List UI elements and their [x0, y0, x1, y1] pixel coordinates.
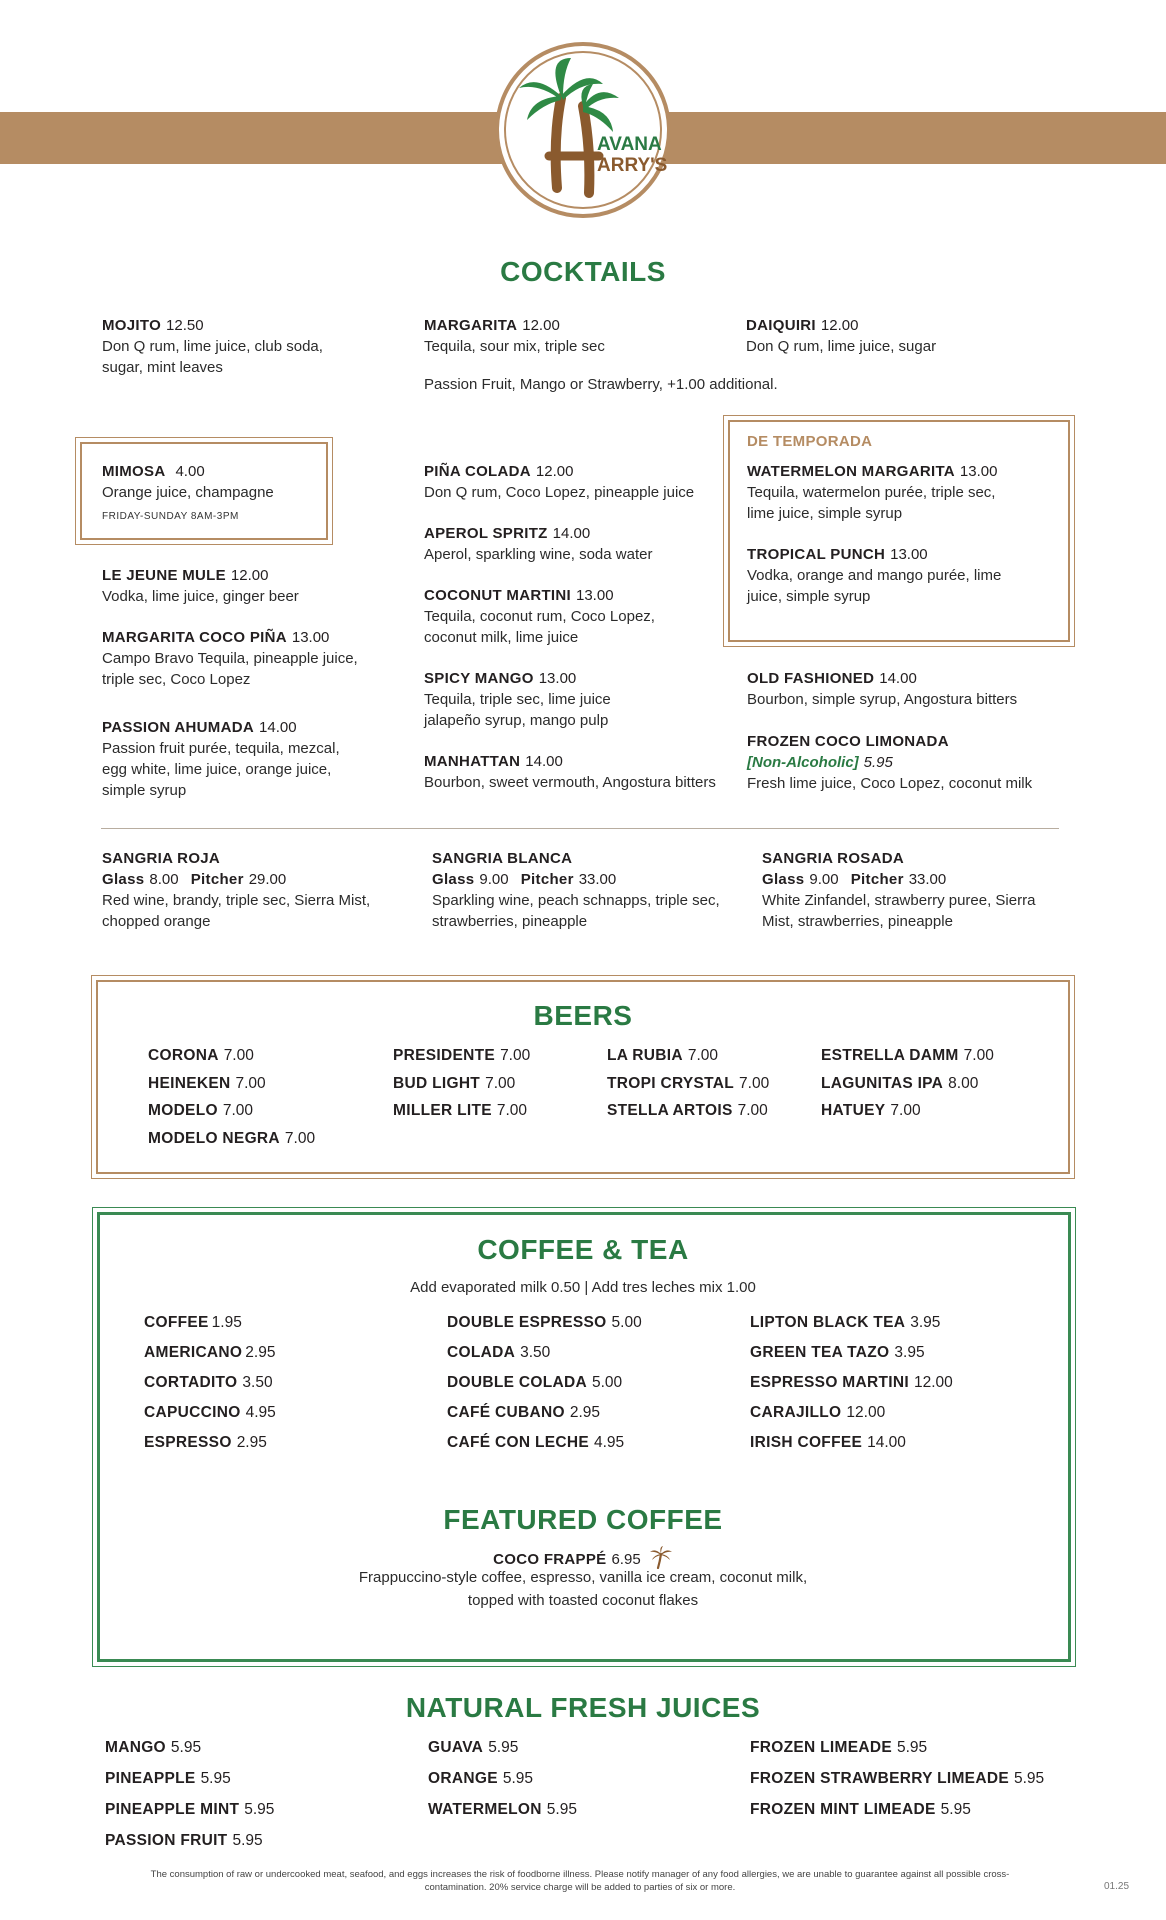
glass-price: 9.00: [479, 871, 509, 888]
item-name: DAIQUIRI: [746, 317, 816, 334]
item-price: 12.00: [522, 317, 560, 334]
beers-col-3: [607, 1042, 769, 1125]
beers-col-2: [393, 1042, 530, 1125]
menu-item-mimosa: [102, 461, 322, 527]
featured-desc-2: topped with toasted coconut flakes: [467, 1592, 699, 1609]
seasonal-box: [728, 420, 1070, 642]
item-name: MIMOSA: [102, 463, 166, 480]
beer-item: LA RUBIA 7.00: [607, 1047, 719, 1064]
item-desc: Bourbon, sweet vermouth, Angostura bitters: [424, 774, 716, 791]
coffee-item: CARAJILLO 12.00: [750, 1404, 886, 1421]
menu-item-sangria-blanca: [432, 848, 732, 932]
beer-item: MILLER LITE 7.00: [393, 1102, 528, 1119]
flavor-note: Passion Fruit, Mango or Strawberry, +1.00 additional.: [424, 376, 778, 393]
item-note: FRIDAY-SUNDAY 8AM-3PM: [102, 511, 239, 522]
seasonal-label: DE TEMPORADA: [747, 433, 873, 450]
pitcher-price: 29.00: [248, 871, 287, 888]
featured-coffee-title: FEATURED COFFEE: [443, 1504, 723, 1535]
juice-item: ORANGE 5.95: [428, 1770, 534, 1787]
item-desc: Don Q rum, lime juice, sugar: [746, 338, 937, 355]
coffee-col-1: [144, 1308, 276, 1458]
svg-text:ARRY'S: ARRY'S: [597, 155, 668, 176]
menu-item-mojito: [102, 315, 342, 378]
item-name: SANGRIA ROJA: [102, 850, 221, 867]
havana-harrys-logo: [491, 28, 675, 230]
cocktails-title: COCKTAILS: [500, 256, 666, 287]
coffee-tea-title: COFFEE & TEA: [477, 1234, 689, 1265]
glass-label: Glass: [432, 871, 475, 888]
item-desc: Aperol, sparkling wine, soda water: [424, 546, 653, 563]
item-name: SANGRIA BLANCA: [432, 850, 573, 867]
item-name: WATERMELON MARGARITA: [747, 463, 955, 480]
item-name: FROZEN COCO LIMONADA: [747, 733, 949, 750]
item-name: MARGARITA: [424, 317, 518, 334]
item-name: SANGRIA ROSADA: [762, 850, 904, 867]
coffee-item: GREEN TEA TAZO 3.95: [750, 1344, 925, 1361]
item-desc: Passion fruit purée, tequila, mezcal, egg white, lime juice, orange juice, simple syrup: [102, 740, 340, 799]
pitcher-price: 33.00: [578, 871, 617, 888]
coffee-item: AMERICANO 2.95: [144, 1344, 276, 1361]
glass-price: 8.00: [149, 871, 179, 888]
menu-item-passion-ahumada: [102, 717, 352, 801]
menu-item-daiquiri: [746, 315, 1066, 357]
coffee-col-3: [750, 1308, 953, 1458]
item-name: SPICY MANGO: [424, 670, 534, 687]
juice-item: WATERMELON 5.95: [428, 1801, 577, 1818]
item-name: MANHATTAN: [424, 753, 521, 770]
pitcher-label: Pitcher: [520, 871, 574, 888]
menu-item-margarita-coco-pina: [102, 627, 382, 690]
beer-item: HATUEY 7.00: [821, 1102, 921, 1119]
juice-item: GUAVA 5.95: [428, 1739, 519, 1756]
coffee-item: CAPUCCINO 4.95: [144, 1404, 276, 1421]
item-price: 13.00: [890, 546, 928, 563]
item-price: 14.00: [552, 525, 591, 542]
menu-item-aperol-spritz: [424, 523, 724, 565]
glass-price: 9.00: [809, 871, 839, 888]
coffee-item: CORTADITO 3.50: [144, 1374, 273, 1391]
coffee-item: CAFÉ CON LECHE 4.95: [447, 1434, 625, 1451]
item-name: OLD FASHIONED: [747, 670, 875, 687]
item-desc: Vodka, lime juice, ginger beer: [102, 588, 299, 605]
juice-item: FROZEN STRAWBERRY LIMEADE 5.95: [750, 1770, 1045, 1787]
item-name: COCO FRAPPÉ: [493, 1550, 607, 1568]
menu-item-old-fashioned: [747, 668, 1067, 710]
featured-desc-1: Frappuccino-style coffee, espresso, vanilla ice cream, coconut milk,: [358, 1569, 808, 1586]
beer-item: STELLA ARTOIS 7.00: [607, 1102, 768, 1119]
item-desc: Fresh lime juice, Coco Lopez, coconut milk: [747, 775, 1033, 792]
item-price: 13.00: [538, 670, 577, 687]
beer-item: LAGUNITAS IPA 8.00: [821, 1074, 979, 1092]
beer-item: ESTRELLA DAMM 7.00: [821, 1047, 994, 1064]
juices-col-1: [105, 1732, 274, 1856]
item-desc: Don Q rum, Coco Lopez, pineapple juice: [424, 484, 695, 501]
menu-item-le-jeune-mule: [102, 565, 362, 607]
coffee-item: COLADA 3.50: [447, 1344, 551, 1361]
item-price: 13.00: [959, 463, 998, 480]
menu-item-sangria-roja: [102, 848, 392, 932]
beers-col-1: [148, 1042, 315, 1152]
pitcher-label: Pitcher: [190, 871, 244, 888]
glass-label: Glass: [762, 871, 805, 888]
beer-item: MODELO 7.00: [148, 1102, 253, 1119]
juices-col-3: [750, 1732, 1044, 1825]
beers-col-4: [821, 1042, 994, 1125]
glass-label: Glass: [102, 871, 145, 888]
juice-item: FROZEN MINT LIMEADE 5.95: [750, 1801, 971, 1818]
item-desc: White Zinfandel, strawberry puree, Sierra Mist, strawberries, pineapple: [762, 892, 1036, 930]
item-price: 5.95: [863, 754, 893, 771]
item-price: 13.00: [291, 629, 330, 646]
coffee-item: ESPRESSO MARTINI 12.00: [750, 1374, 953, 1391]
menu-item-manhattan: [424, 751, 744, 793]
coffee-item: LIPTON BLACK TEA 3.95: [750, 1314, 941, 1331]
menu-item-pina-colada: [424, 461, 724, 503]
item-name: TROPICAL PUNCH: [747, 546, 886, 563]
menu-item-frozen-coco-limonada: [747, 731, 1067, 794]
item-desc: Tequila, sour mix, triple sec: [424, 338, 605, 355]
pitcher-price: 33.00: [908, 871, 947, 888]
beer-item: BUD LIGHT 7.00: [393, 1074, 516, 1092]
item-price: 12.00: [820, 317, 859, 334]
svg-text:AVANA: AVANA: [597, 134, 662, 155]
item-price: 13.00: [576, 587, 614, 604]
item-name: APEROL SPRITZ: [424, 525, 548, 542]
menu-item-coconut-martini: [424, 585, 684, 648]
item-name: MOJITO: [102, 317, 162, 334]
juices-col-2: [428, 1732, 577, 1825]
disclaimer: The consumption of raw or undercooked meat, seafood, and eggs increases the risk of foodborne illness. Please notify manager of any food allergies, we are unable to guarantee against all possible cross-contamination. 20% service charge will be added to parties of six or more.: [150, 1869, 1010, 1893]
pitcher-label: Pitcher: [850, 871, 904, 888]
beer-item: TROPI CRYSTAL 7.00: [607, 1074, 770, 1092]
beers-title: BEERS: [533, 1000, 633, 1031]
coffee-item: COFFEE 1.95: [144, 1314, 242, 1331]
item-name: LE JEUNE MULE: [102, 567, 226, 584]
menu-item-spicy-mango: [424, 668, 664, 731]
item-name: COCONUT MARTINI: [424, 587, 571, 604]
juice-item: MANGO 5.95: [105, 1739, 202, 1756]
item-desc: Campo Bravo Tequila, pineapple juice, triple sec, Coco Lopez: [102, 650, 358, 688]
juice-item: PASSION FRUIT 5.95: [105, 1832, 263, 1849]
item-desc: Orange juice, champagne: [102, 484, 274, 501]
version-code: 01.25: [1104, 1881, 1130, 1892]
item-desc: Tequila, watermelon purée, triple sec, lime juice, simple syrup: [747, 484, 996, 522]
item-desc: Tequila, triple sec, lime juice jalapeño syrup, mango pulp: [424, 691, 611, 729]
item-desc: Sparkling wine, peach schnapps, triple sec, strawberries, pineapple: [432, 892, 720, 930]
menu-item-tropical-punch: [747, 544, 1007, 607]
coffee-item: IRISH COFFEE 14.00: [750, 1434, 906, 1451]
item-desc: Bourbon, simple syrup, Angostura bitters: [747, 691, 1018, 708]
coffee-item: DOUBLE ESPRESSO 5.00: [447, 1314, 642, 1331]
beer-item: MODELO NEGRA 7.00: [148, 1129, 316, 1147]
item-desc: Vodka, orange and mango purée, lime juice, simple syrup: [747, 567, 1002, 605]
item-price: 14.00: [525, 753, 563, 770]
item-price: 6.95: [611, 1550, 641, 1568]
juice-item: PINEAPPLE 5.95: [105, 1770, 231, 1787]
item-name: MARGARITA COCO PIÑA: [102, 629, 287, 646]
menu-item-watermelon-margarita: [747, 461, 1027, 524]
coffee-addons: Add evaporated milk 0.50 | Add tres leches mix 1.00: [410, 1279, 756, 1296]
juice-item: FROZEN LIMEADE 5.95: [750, 1739, 928, 1756]
coffee-item: DOUBLE COLADA 5.00: [447, 1374, 623, 1391]
item-price: 14.00: [879, 670, 917, 687]
divider: [101, 828, 1059, 829]
item-desc: Don Q rum, lime juice, club soda, sugar, mint leaves: [102, 338, 323, 376]
non-alcoholic-tag: [Non-Alcoholic]: [747, 754, 859, 771]
coffee-item: ESPRESSO 2.95: [144, 1434, 267, 1451]
item-price: 14.00: [259, 719, 297, 736]
juice-item: PINEAPPLE MINT 5.95: [105, 1801, 275, 1818]
beer-item: HEINEKEN 7.00: [148, 1074, 266, 1092]
item-price: 12.00: [230, 567, 269, 584]
coffee-item: CAFÉ CUBANO 2.95: [447, 1404, 600, 1421]
menu-item-margarita: [424, 315, 744, 357]
beer-item: PRESIDENTE 7.00: [393, 1047, 531, 1064]
item-desc: Red wine, brandy, triple sec, Sierra Mist, chopped orange: [102, 892, 371, 930]
item-desc: Tequila, coconut rum, Coco Lopez, coconut milk, lime juice: [424, 608, 655, 646]
item-name: PASSION AHUMADA: [102, 719, 255, 736]
menu-item-sangria-rosada: [762, 848, 1062, 932]
item-price: 4.00: [175, 463, 205, 480]
juices-title: NATURAL FRESH JUICES: [405, 1692, 761, 1723]
coffee-col-2: [447, 1308, 642, 1458]
beer-item: CORONA 7.00: [148, 1047, 254, 1064]
item-price: 12.00: [535, 463, 574, 480]
item-price: 12.50: [166, 317, 204, 334]
item-name: PIÑA COLADA: [424, 463, 531, 480]
